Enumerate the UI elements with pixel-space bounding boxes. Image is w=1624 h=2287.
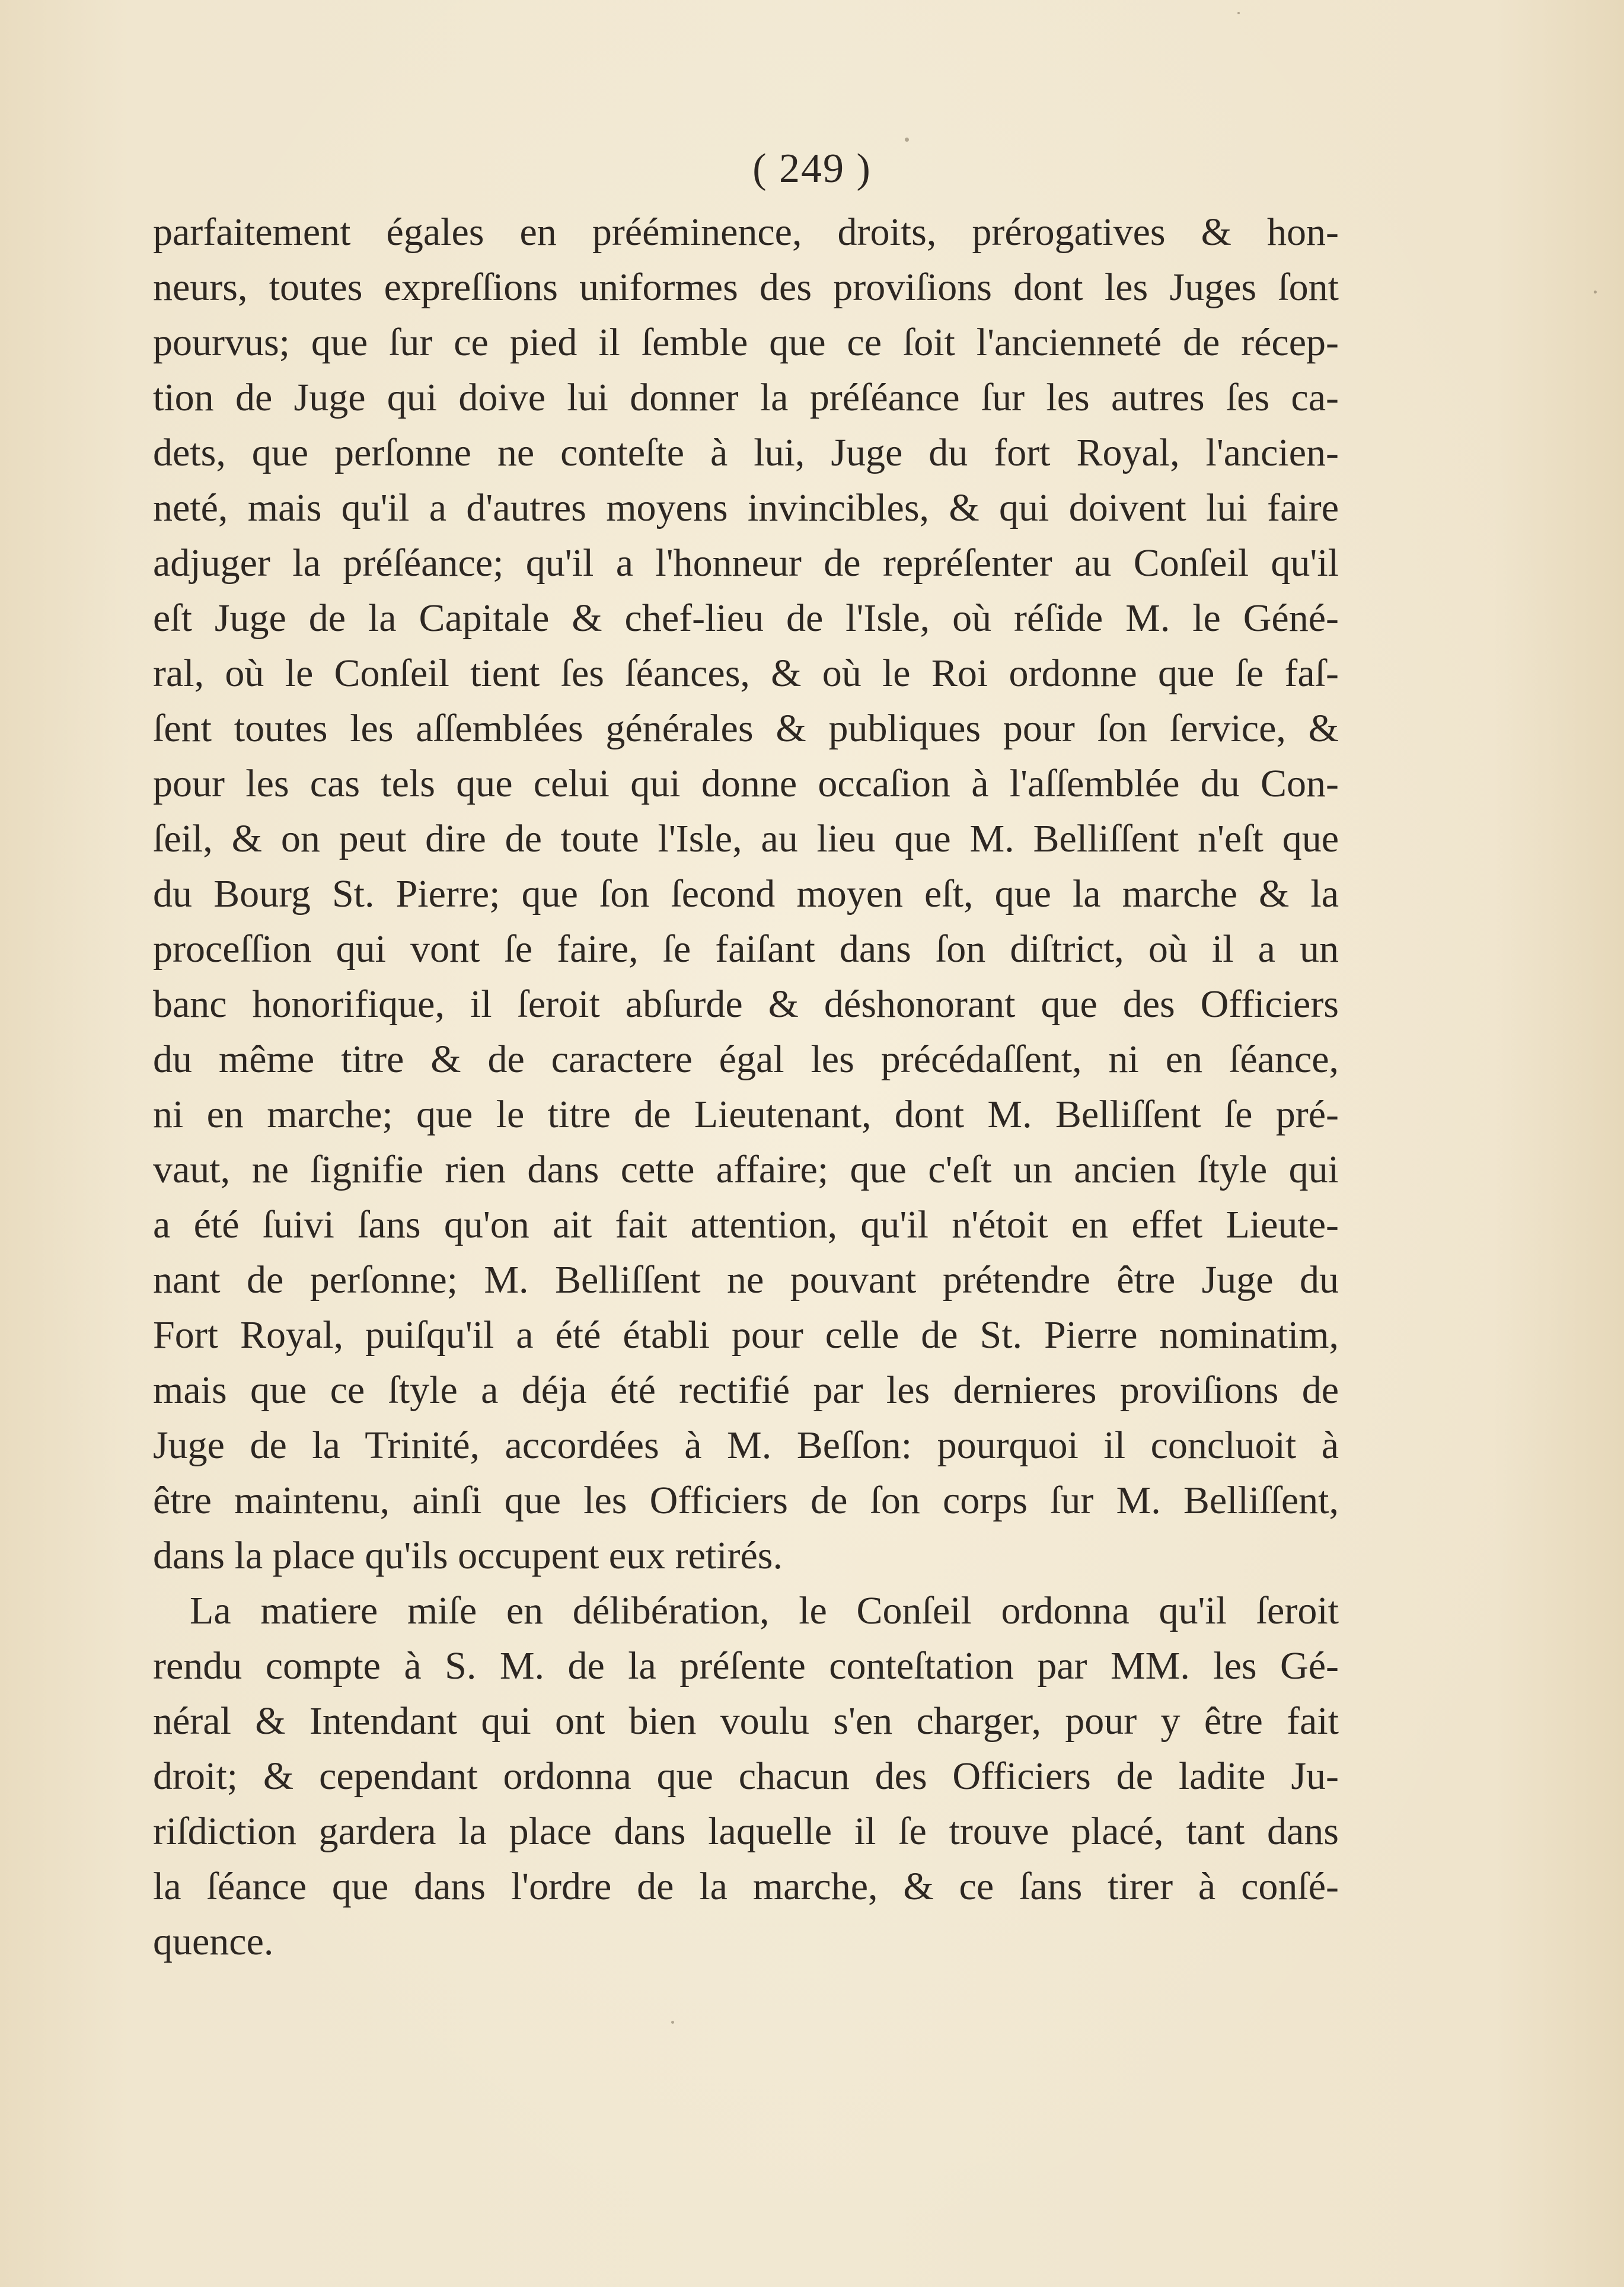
text-line: pourvus; que ſur ce pied il ſemble que ce ſoit l'ancienneté de récep-	[153, 321, 1339, 364]
text-line: être maintenu, ainſi que les Officiers de ſon corps ſur M. Belliſſent,	[153, 1479, 1339, 1522]
text-line: a été ſuivi ſans qu'on ait fait attention, qu'il n'étoit en effet Lieute-	[153, 1203, 1339, 1246]
paper-speck	[1237, 12, 1240, 14]
text-line: ni en marche; que le titre de Lieutenant, dont M. Belliſſent ſe pré-	[153, 1093, 1339, 1136]
text-line: parfaitement égales en prééminence, droits, prérogatives & hon-	[153, 210, 1339, 254]
text-line: eſt Juge de la Capitale & chef-lieu de l'Isle, où réſide M. le Géné-	[153, 597, 1339, 640]
text-line: riſdiction gardera la place dans laquelle il ſe trouve placé, tant dans	[153, 1810, 1339, 1853]
text-line: du Bourg St. Pierre; que ſon ſecond moyen eſt, que la marche & la	[153, 872, 1339, 916]
text-line: quence.	[153, 1920, 274, 1963]
paper-speck	[905, 138, 909, 142]
text-line: dans la place qu'ils occupent eux retirés.	[153, 1534, 783, 1577]
text-line: proceſſion qui vont ſe faire, ſe faiſant dans ſon diſtrict, où il a un	[153, 927, 1339, 971]
text-line: ſent toutes les aſſemblées générales & publiques pour ſon ſervice, &	[153, 707, 1339, 750]
text-line: nant de perſonne; M. Belliſſent ne pouvant prétendre être Juge du	[153, 1258, 1339, 1302]
paragraph-2	[153, 1583, 1339, 1969]
text-line: ral, où le Conſeil tient ſes ſéances, & où le Roi ordonne que ſe faſ-	[153, 652, 1339, 695]
text-line: du même titre & de caractere égal les précédaſſent, ni en ſéance,	[153, 1038, 1339, 1081]
paragraph-1	[153, 205, 1339, 1583]
text-line: Juge de la Trinité, accordées à M. Beſſon: pourquoi il concluoit à	[153, 1424, 1339, 1467]
text-line: droit; & cependant ordonna que chacun des Officiers de ladite Ju-	[153, 1755, 1339, 1798]
paper-speck	[671, 2021, 674, 2024]
paper-speck	[1594, 291, 1597, 294]
text-line: Fort Royal, puiſqu'il a été établi pour celle de St. Pierre nominatim,	[153, 1313, 1339, 1357]
text-line: mais que ce ſtyle a déja été rectifié par les dernieres proviſions de	[153, 1369, 1339, 1412]
page-number: ( 249 )	[752, 146, 872, 192]
text-line: tion de Juge qui doive lui donner la préſéance ſur les autres ſes ca-	[153, 376, 1339, 419]
text-line: neurs, toutes expreſſions uniformes des proviſions dont les Juges ſont	[153, 266, 1339, 309]
body-text	[153, 205, 1339, 1969]
text-line: la ſéance que dans l'ordre de la marche, & ce ſans tirer à conſé-	[153, 1865, 1339, 1908]
text-line: La matiere miſe en délibération, le Conſeil ordonna qu'il ſeroit	[190, 1589, 1339, 1632]
text-line: dets, que perſonne ne conteſte à lui, Juge du fort Royal, l'ancien-	[153, 431, 1339, 474]
text-line: neté, mais qu'il a d'autres moyens invincibles, & qui doivent lui faire	[153, 486, 1339, 530]
text-line: ſeil, & on peut dire de toute l'Isle, au lieu que M. Belliſſent n'eſt que	[153, 817, 1339, 860]
text-line: rendu compte à S. M. de la préſente conteſtation par MM. les Gé-	[153, 1644, 1339, 1688]
text-line: pour les cas tels que celui qui donne occaſion à l'aſſemblée du Con-	[153, 762, 1339, 805]
text-line: banc honorifique, il ſeroit abſurde & déshonorant que des Officiers	[153, 983, 1339, 1026]
text-line: vaut, ne ſignifie rien dans cette affaire; que c'eſt un ancien ſtyle qui	[153, 1148, 1339, 1191]
text-line: néral & Intendant qui ont bien voulu s'en charger, pour y être fait	[153, 1699, 1339, 1743]
text-line: adjuger la préſéance; qu'il a l'honneur de repréſenter au Conſeil qu'il	[153, 541, 1339, 585]
